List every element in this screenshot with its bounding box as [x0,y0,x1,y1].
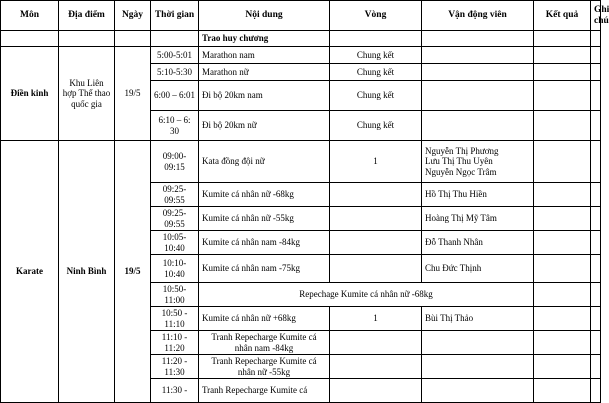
event-round [330,231,422,255]
section-empty-cell [330,31,422,47]
event-time: 6:10 – 6: 30 [151,111,199,141]
event-result [534,331,591,355]
athlete-name: Hồ Thị Thu Hiền [425,189,487,200]
athletics-event-row [1,47,601,64]
event-result [534,231,591,255]
event-time: 10:10- 10:40 [151,255,199,283]
event-content: Tranh Repecharge Kumite cá nhân nam -84kg [199,331,330,355]
event-result [534,283,591,307]
event-result [534,47,591,64]
event-athletes [422,379,534,403]
event-athletes [422,355,534,379]
event-time: 11:30 - [151,379,199,403]
event-content: Tranh Repecharge Kumite cá [199,379,330,403]
event-round [330,379,422,403]
event-time: 09:25- 09:55 [151,183,199,207]
sport-karate: Karate [1,141,59,403]
event-time: 5:00-5:01 [151,47,199,64]
event-note [591,64,601,81]
header-venue: Địa điểm [59,1,115,31]
event-athletes [422,111,534,141]
event-time: 10:50 - 11:10 [151,307,199,331]
section-title: Trao huy chương [199,31,330,47]
event-athletes [422,64,534,81]
event-round [330,255,422,283]
event-round [330,207,422,231]
event-content: Tranh Repecharge Kumite cá nhân nữ -55kg [199,355,330,379]
event-note [591,111,601,141]
event-note [591,331,601,355]
event-athletes [422,141,534,183]
event-note [591,81,601,111]
section-empty-cell [59,31,115,47]
athlete-name: Đỗ Thanh Nhân [425,237,483,248]
event-time: 09:00- 09:15 [151,141,199,183]
event-note [591,231,601,255]
header-date: Ngày [115,1,151,31]
header-round: Vòng [330,1,422,31]
date-athletics: 19/5 [115,47,151,141]
event-result [534,183,591,207]
event-time: 5:10-5:30 [151,64,199,81]
header-result: Kết quả [534,1,591,31]
athlete-name: Nguyễn Thị Phương [425,145,499,156]
athlete-name: Lưu Thị Thu Uyên [425,156,493,167]
header-athlete: Vận động viên [422,1,534,31]
event-result [534,379,591,403]
event-result [534,207,591,231]
section-empty-cell [151,31,199,47]
event-time: 6:00 – 6:01 [151,81,199,111]
event-round: 1 [330,307,422,331]
event-result [534,355,591,379]
event-athletes [422,183,534,207]
event-time: 10:50- 11:00 [151,283,199,307]
event-result [534,255,591,283]
event-note [591,207,601,231]
athlete-name: Chu Đức Thịnh [425,263,482,274]
event-round: 1 [330,141,422,183]
event-content-merged: Repechage Kumite cá nhân nữ -68kg [199,283,534,307]
event-content: Kumite cá nhân nữ -55kg [199,207,330,231]
athlete-name: Bùi Thị Thảo [425,313,474,324]
event-athletes [422,231,534,255]
event-result [534,307,591,331]
event-note [591,355,601,379]
event-round [330,331,422,355]
event-content: Kumite cá nhân nam -84kg [199,231,330,255]
event-note [591,283,601,307]
header-time: Thời gian [151,1,199,31]
athlete-name: Hoàng Thị Mỹ Tâm [425,213,497,224]
event-note [591,255,601,283]
section-empty-cell [591,31,601,47]
event-time: 11:10 - 11:20 [151,331,199,355]
event-result [534,141,591,183]
event-content: Kumite cá nhân nam -75kg [199,255,330,283]
event-round: Chung kết [330,64,422,81]
event-note [591,307,601,331]
event-result [534,64,591,81]
event-content: Kumite cá nhân nữ +68kg [199,307,330,331]
event-content: Đi bộ 20km nam [199,81,330,111]
event-round: Chung kết [330,47,422,64]
venue-athletics: Khu Liên hợp Thể thao quốc gia [59,47,115,141]
athlete-name: Nguyễn Ngọc Trâm [425,166,497,177]
event-content: Đi bộ 20km nữ [199,111,330,141]
event-result [534,81,591,111]
event-athletes [422,81,534,111]
event-athletes [422,47,534,64]
event-round: Chung kết [330,111,422,141]
event-note [591,141,601,183]
section-empty-cell [534,31,591,47]
event-round [330,183,422,207]
venue-karate: Ninh Bình [59,141,115,403]
event-time: 09:25- 09:55 [151,207,199,231]
event-result [534,111,591,141]
event-note [591,379,601,403]
schedule-body [1,1,609,403]
section-empty-cell [422,31,534,47]
event-athletes [422,331,534,355]
event-time: 11:20 - 11:30 [151,355,199,379]
header-content: Nội dung [199,1,330,31]
event-content: Kata đồng đội nữ [199,141,330,183]
event-athletes [422,207,534,231]
section-row [1,31,601,47]
event-round [330,355,422,379]
sport-athletics: Điền kinh [1,47,59,141]
section-empty-cell [1,31,59,47]
event-note [591,47,601,64]
event-athletes [422,307,534,331]
event-content: Marathon nữ [199,64,330,81]
date-karate: 19/5 [115,141,151,403]
event-note [591,183,601,207]
event-content: Marathon nam [199,47,330,64]
header-sport: Môn [1,1,59,31]
header-row [1,1,601,31]
event-athletes [422,255,534,283]
section-empty-cell [115,31,151,47]
header-note: Ghi chú [591,1,601,31]
karate-event-row [1,141,601,183]
event-content: Kumite cá nhân nữ -68kg [199,183,330,207]
event-time: 10:05- 10:40 [151,231,199,255]
event-round: Chung kết [330,81,422,111]
